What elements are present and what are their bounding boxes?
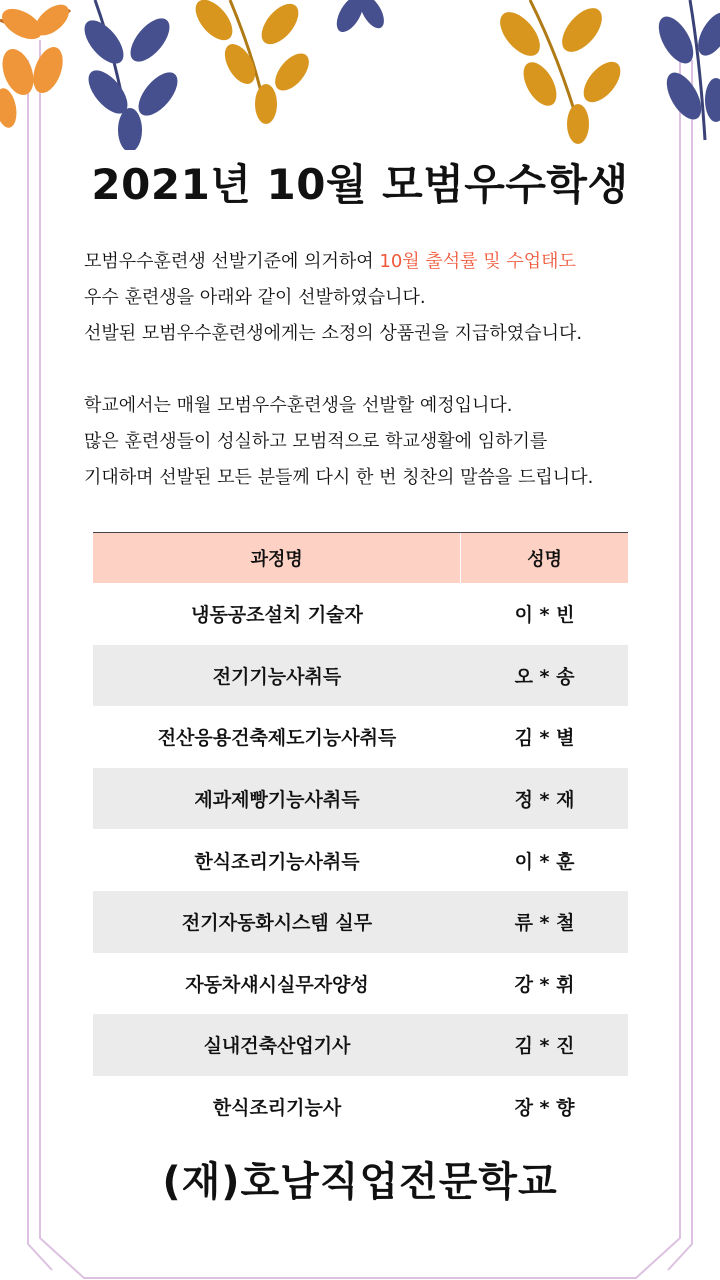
intro-highlight: 10월 출석률 및 수업태도 <box>379 251 576 272</box>
table-row <box>93 829 628 891</box>
table-row <box>93 1014 628 1076</box>
student-table <box>93 532 628 1137</box>
school-name: (재)호남직업전문학교 <box>162 1159 558 1205</box>
course-cell: 냉동공조설치 기술자 <box>191 604 363 627</box>
navy-leaf-branch-right-icon <box>652 0 720 140</box>
name-cell: 정 * 재 <box>514 789 575 812</box>
intro-line-4: 학교에서는 매월 모범우수훈련생을 선발할 예정입니다. <box>84 395 513 416</box>
table-row <box>93 768 628 830</box>
course-cell: 실내건축산업기사 <box>203 1035 351 1058</box>
intro-line-6: 기대하며 선발된 모든 분들께 다시 한 번 칭찬의 말씀을 드립니다. <box>84 467 594 488</box>
navy-leaf-branch-icon <box>77 0 184 150</box>
table-header <box>93 533 628 583</box>
table-row <box>93 645 628 707</box>
course-cell: 한식조리기능사 <box>212 1097 342 1120</box>
name-cell: 이 * 빈 <box>514 604 575 627</box>
name-cell: 오 * 송 <box>514 665 575 688</box>
course-cell: 전산응용건축제도기능사취득 <box>157 727 397 750</box>
header-course: 과정명 <box>250 549 303 570</box>
gold-leaf-branch-icon <box>189 0 316 124</box>
intro-line-3: 선발된 모범우수훈련생에게는 소정의 상품권을 지급하였습니다. <box>84 323 583 344</box>
intro-line-1 <box>84 244 664 280</box>
intro-text <box>84 244 664 496</box>
name-cell: 김 * 진 <box>514 1035 575 1058</box>
gold-leaf-branch-right-icon <box>493 0 628 144</box>
table-row <box>93 953 628 1015</box>
course-cell: 제과제빵기능사취득 <box>194 789 360 812</box>
course-cell: 한식조리기능사취득 <box>194 850 360 873</box>
intro-line-1-text: 모범우수훈련생 선발기준에 의거하여 <box>84 251 380 272</box>
header-name: 성명 <box>527 549 563 570</box>
small-navy-leaf-icon <box>331 0 388 36</box>
name-cell: 김 * 별 <box>514 727 575 750</box>
course-cell: 자동차섀시실무자양성 <box>185 973 369 996</box>
name-cell: 강 * 휘 <box>514 973 575 996</box>
intro-line-2: 우수 훈련생을 아래와 같이 선발하였습니다. <box>84 287 426 308</box>
name-cell: 장 * 향 <box>514 1097 575 1120</box>
table-row <box>93 706 628 768</box>
name-cell: 류 * 철 <box>514 912 575 935</box>
table-row <box>93 1076 628 1138</box>
page-title: 2021년 10월 모범우수학생 <box>91 160 629 209</box>
orange-leaf-branch-icon <box>0 0 74 129</box>
name-cell: 이 * 훈 <box>514 850 575 873</box>
course-cell: 전기기능사취득 <box>212 665 342 688</box>
intro-line-5: 많은 훈련생들이 성실하고 모범적으로 학교생활에 임하기를 <box>84 431 548 452</box>
leaf-decoration <box>0 0 720 150</box>
table-row <box>93 891 628 953</box>
table-row <box>93 583 628 645</box>
course-cell: 전기자동화시스템 실무 <box>181 912 373 935</box>
